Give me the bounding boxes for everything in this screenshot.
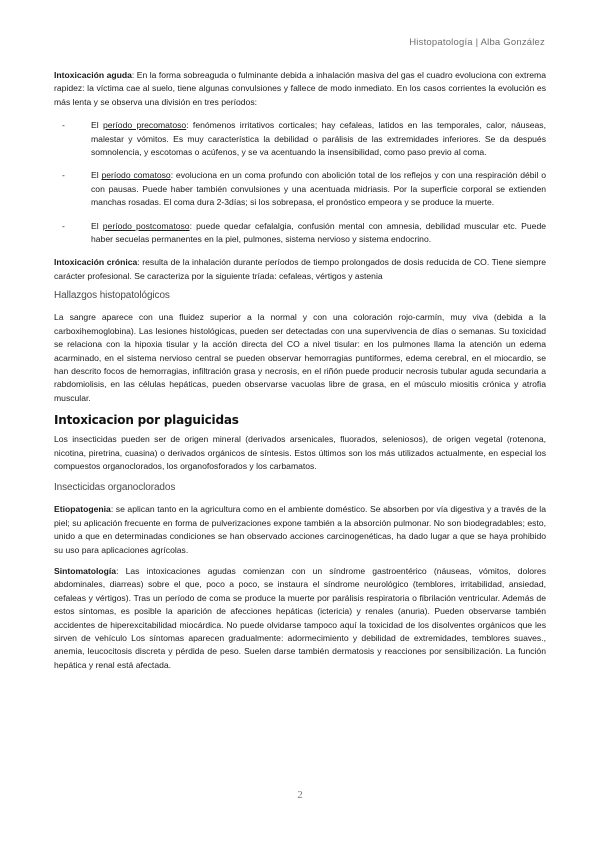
dash-bullet: - xyxy=(62,220,65,231)
dash-bullet: - xyxy=(62,120,65,131)
period-text: : puede quedar cefalalgia, confusión mental con amnesia, debilidad muscular etc. Puede haber secuelas permanentes en la piel, pulmones, sistema nervioso y sistema endocrino. xyxy=(91,220,546,245)
period-prefix: El xyxy=(91,220,103,231)
period-term: período precomatoso xyxy=(103,120,187,131)
etiopatogenia-term: Etiopatogenia xyxy=(54,504,111,515)
intoxicacion-cronica-term: Intoxicación crónica xyxy=(54,257,138,268)
list-item xyxy=(54,169,546,209)
sintomatologia-text: : Las intoxicaciones agudas comienzan con un síndrome gastroentérico (náuseas, vómitos, dolores abdominales, diarreas) sobre el que, poco a poco, se instaura el síndrome neurológico (temblores, irritabilidad, ansiedad, cefaleas y vértigos). Tras un período de coma se produce la muerte por parálisis respiratoria o fibrilación ventricular. Además de estos síntomas, es posible la aparición de afecciones hepáticas (ictericia) y renales (anuria). Pueden observarse también accidentes de hiperexcitabilidad miocárdica. No puede olvidarse tampoco aquí la toxicidad de los disolventes orgánicos que les sirven de vehículo Los síntomas aparecen gradualmente: adormecimiento y debilidad de extremidades, temblores suaves., anemia, leucocitosis discreta y pérdida de peso. Suelen darse también dermatosis y reacciones por sensibilización. La función hepática y renal está afectada. xyxy=(54,565,546,670)
plaguicidas-paragraph: Los insecticidas pueden ser de origen mineral (derivados arsenicales, fluorados, seleniosos), de origen vegetal (rotenona, nicotina, piretrina, cuasina) o derivados orgánicos de síntesis. Estos últimos son los más utilizados actualmente, en especial los compuestos organoclorados, los organofosforados y los carbamatos. xyxy=(54,434,546,471)
period-prefix: El xyxy=(91,120,103,131)
dash-bullet: - xyxy=(62,170,65,181)
period-text: : fenómenos irritativos corticales; hay cefaleas, latidos en las temporales, calor, náuseas, malestar y vómitos. Es muy característica la debilidad o parálisis de las extremidades inferiores. Se da después somnolencia, y escotomas o acúfenos, y se va acentuando la insensibilidad, como paso previo al coma. xyxy=(91,120,546,158)
hallazgos-heading: Hallazgos histopatológicos xyxy=(54,290,170,302)
list-item xyxy=(54,119,546,159)
period-text: : evoluciona en un coma profundo con abolición total de los reflejos y con una respiración débil o con pausas. Puede haber también convulsiones y una acentuada midriasis. Por la superficie corporal se extienden manchas rosadas. El coma dura 2-3días; si los sobrepasa, el pronóstico empeora y se produce la muerte. xyxy=(91,170,546,208)
period-term: período comatoso xyxy=(101,170,171,181)
page-number: 2 xyxy=(297,789,303,801)
intoxicacion-aguda-text: : En la forma sobreaguda o fulminante debida a inhalación masiva del gas el cuadro evoluciona con extrema rapidez: la víctima cae al suelo, tiene algunas convulsiones y fallece de modo inmediato. En los casos corrientes la evolución es más lenta y se observa una división en tres períodos: xyxy=(54,70,546,107)
list-item xyxy=(54,220,546,247)
page-content xyxy=(54,69,546,680)
sintomatologia-term: Sintomatología xyxy=(54,565,117,576)
period-prefix: El xyxy=(91,170,102,181)
intoxicacion-cronica-paragraph xyxy=(54,256,546,283)
etiopatogenia-text: : se aplican tanto en la agricultura como en el ambiente doméstico. Se absorben por vía digestiva y a través de la piel; su aplicación frecuente en forma de pulverizaciones expone también a la absorción pulmonar. No son biodegradables; esto, unido a que en determinadas condiciones se han observado acciones carcinogenéticas, ha dado lugar a que se haya prohibido su uso para aplicaciones agrícolas. xyxy=(54,504,546,555)
hallazgos-paragraph: La sangre aparece con una fluidez superior a la normal y con una coloración rojo-carmín, muy viva (debida a la carboxihemoglobina). Las lesiones histológicas, pueden ser detectadas con una supervivencia de días o semanas. Su toxicidad se relaciona con la hipoxia tisular y la acción directa del CO a nivel tisular: en los pulmones llama la atención un edema acarminado, en el sistema nervioso central se pueden observar hemorragias puntiformes, edema cerebral, en el miocardio, se han descrito focos de hemorragias, infiltración grasa y necrosis, en el riñón puede producir necrosis tubular aguda secundaria a rabdomiolisis, en las células hepáticas, pueden observarse vacuolas libre de grasa, en el músculo miositis crónica y atrofia muscular. xyxy=(54,312,546,403)
intoxicacion-cronica-text: : resulta de la inhalación durante períodos de tiempo prolongados de dosis reducida de CO. Tiene siempre carácter profesional. Se caracteriza por la siguiente tríada: cefaleas, vértigos y astenia xyxy=(54,257,546,281)
organoclorados-heading: Insecticidas organoclorados xyxy=(54,482,176,494)
sintomatologia-paragraph xyxy=(54,565,546,672)
period-term: período postcomatoso xyxy=(102,220,190,231)
running-header: Histopatología | Alba González xyxy=(409,37,545,48)
etiopatogenia-paragraph xyxy=(54,503,546,557)
plaguicidas-heading: Intoxicacion por plaguicidas xyxy=(54,413,239,428)
periods-list xyxy=(54,119,546,246)
intoxicacion-aguda-paragraph xyxy=(54,69,546,109)
intoxicacion-aguda-term: Intoxicación aguda xyxy=(54,70,132,80)
